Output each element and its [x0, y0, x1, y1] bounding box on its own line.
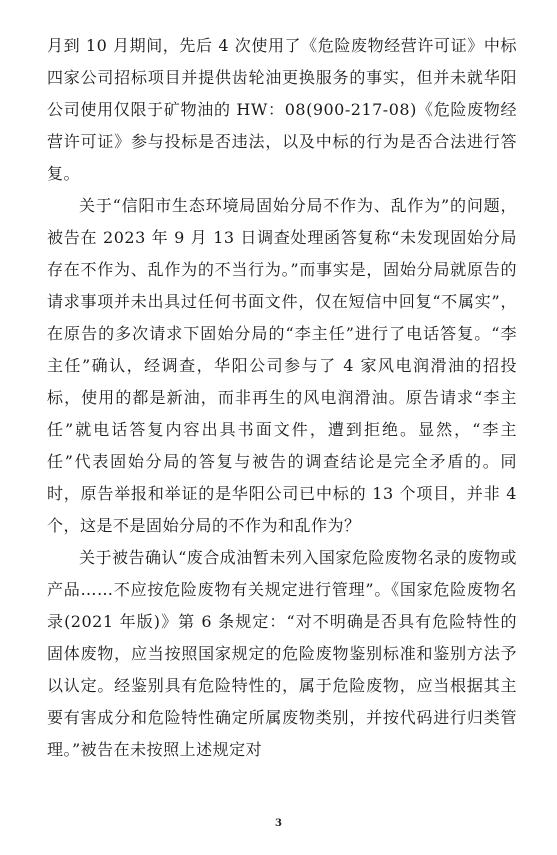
paragraph-continuation: 月到 10 月期间，先后 4 次使用了《危险废物经营许可证》中标四家公司招标项目并提供齿轮油更换服务的事实，但并未就华阳公司使用仅限于矿物油的 HW：08(900-217-08)《危险废物经营许可证》参与投标是否违法，以及中标的行为是否合法进行答复。: [47, 36, 517, 183]
paragraph-hazardous-waste-catalog: 关于被告确认“废合成油暂未列入国家危险废物名录的废物或产品……不应按危险废物有关规定进行管理”。《国家危险废物名录(2021 年版)》第 6 条规定：“对不明确是否具有危险特性的固体废物，应当按照国家规定的危险废物鉴别标准和鉴别方法予以认定。经鉴别具有危险特性的，属于危险废物，应当根据其主要有害成分和危险特性确定所属废物类别，并按代码进行归类管理。”被告在未按照上述规定对: [47, 548, 517, 759]
paragraph-gushi-branch-inaction: 关于“信阳市生态环境局固始分局不作为、乱作为”的问题，被告在 2023 年 9 月 13 日调查处理函答复称“未发现固始分局存在不作为、乱作为的不当行为。”而事实是，固始分局就原告的请求事项并未出具过任何书面文件，仅在短信中回复“不属实”，在原告的多次请求下固始分局的“李主任”进行了电话答复。“李主任”确认，经调查，华阳公司参与了 4 家风电润滑油的招投标，使用的都是新油，而非再生的风电润滑油。原告请求“李主任”就电话答复内容出具书面文件，遭到拒绝。显然，“李主任”代表固始分局的答复与被告的调查结论是完全矛盾的。同时，原告举报和举证的是华阳公司已中标的 13 个项目，并非 4 个，这是不是固始分局的不作为和乱作为？: [47, 196, 517, 535]
document-body: [47, 30, 517, 766]
page-number: 3: [275, 818, 282, 829]
